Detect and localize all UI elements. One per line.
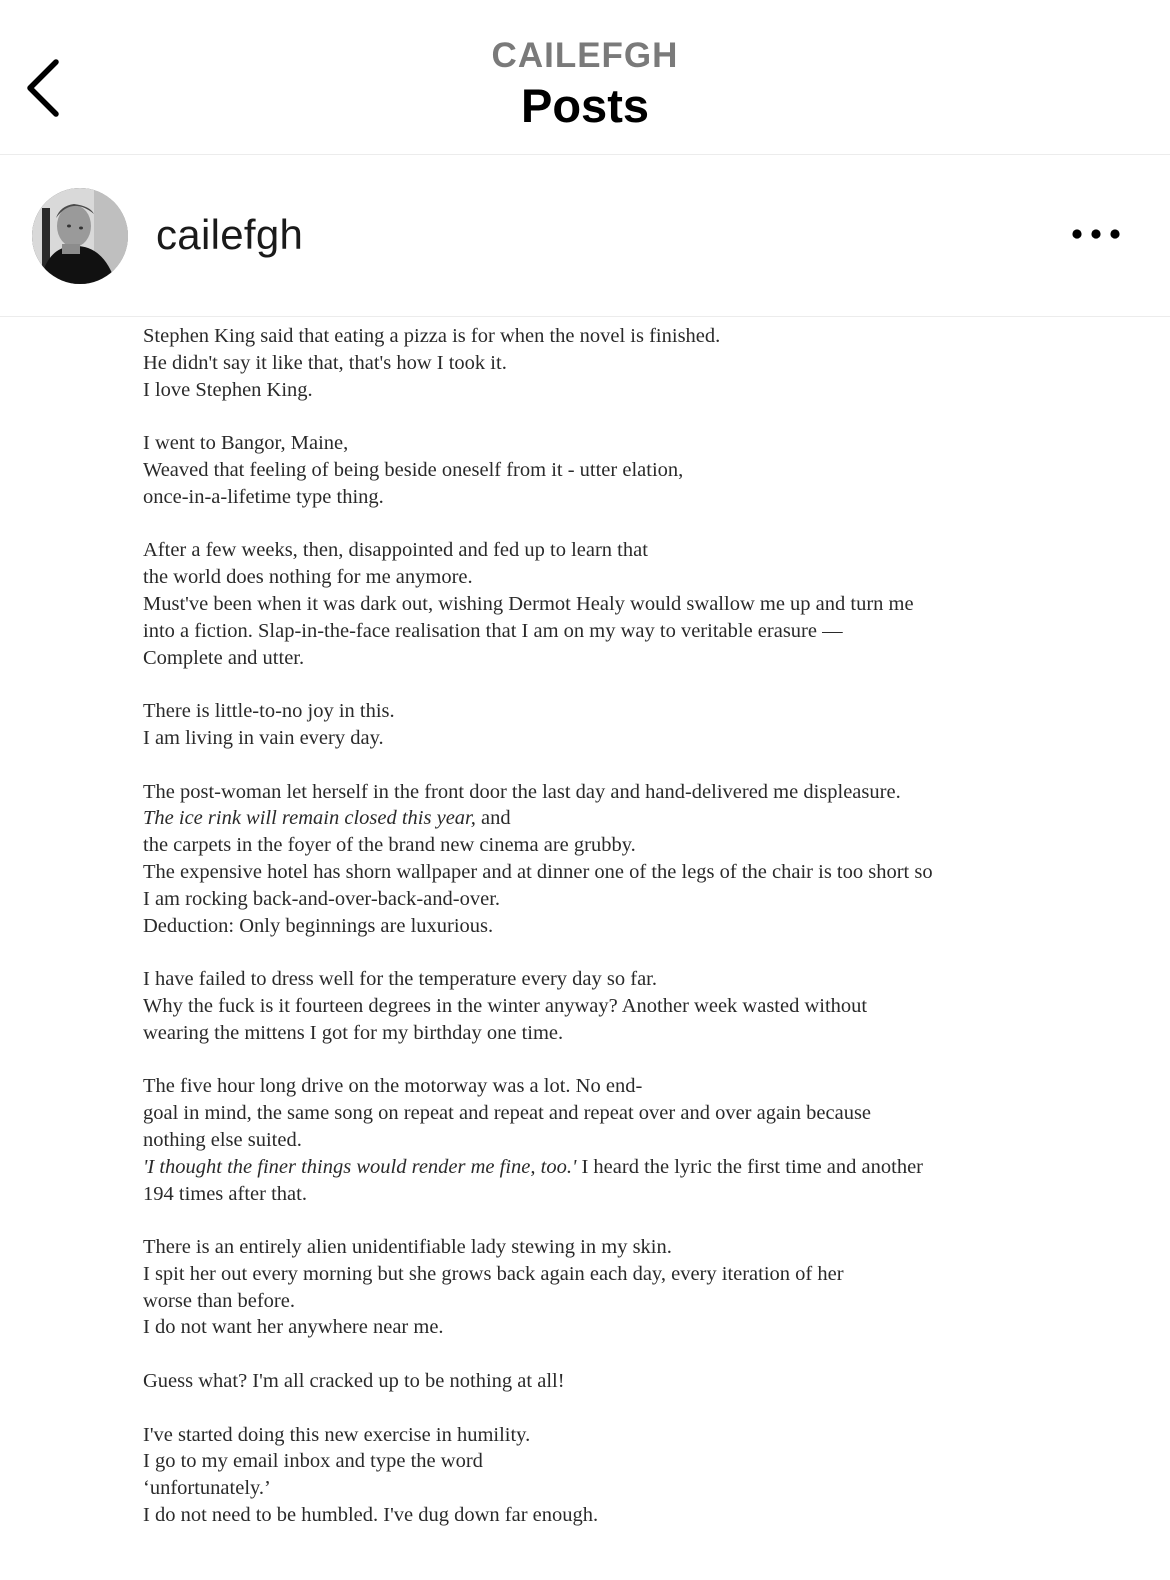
italic-phrase: 'I thought the finer things would render me fine, too.' <box>143 1155 577 1178</box>
poem-line: I am living in vain every day. <box>143 726 384 749</box>
poem-line: I go to my email inbox and type the word <box>143 1450 483 1473</box>
account-name: CAILEFGH <box>491 36 679 75</box>
poem-line: the carpets in the foyer of the brand new cinema are grubby. <box>143 834 636 857</box>
poem-line: Weaved that feeling of being beside oneself from it - utter elation, <box>143 458 684 481</box>
top-navigation-bar <box>0 0 1170 155</box>
poem-line: once-in-a-lifetime type thing. <box>143 485 384 508</box>
post-header <box>0 155 1170 317</box>
poem-line: goal in mind, the same song on repeat and repeat and repeat over and over again because <box>143 1102 872 1125</box>
profile-photo <box>32 188 128 284</box>
poem-line: The post-woman let herself in the front door the last day and hand-delivered me displeasure. <box>143 780 901 803</box>
avatar[interactable] <box>32 188 128 284</box>
poem-line: Must've been when it was dark out, wishing Dermot Healy would swallow me up and turn me <box>143 592 914 615</box>
post-username[interactable]: cailefgh <box>156 211 304 258</box>
poem-line: worse than before. <box>143 1289 295 1312</box>
poem-line-mixed <box>143 805 1043 832</box>
poem-line: After a few weeks, then, disappointed and fed up to learn that <box>143 539 648 562</box>
poem-line: wearing the mittens I got for my birthday one time. <box>143 1021 564 1044</box>
stanza <box>143 698 1043 752</box>
poem-line: I am rocking back-and-over-back-and-over. <box>143 887 501 910</box>
poem-line: I do not want her anywhere near me. <box>143 1316 444 1339</box>
poem-line: I do not need to be humbled. I've dug down far enough. <box>143 1504 599 1527</box>
italic-phrase: The ice rink will remain closed this year, <box>143 807 476 830</box>
poem-line: I spit her out every morning but she grows back again each day, every iteration of her <box>143 1262 844 1285</box>
stanza <box>143 430 1043 510</box>
stanza <box>143 1422 1043 1529</box>
poem-line: nothing else suited. <box>143 1128 302 1151</box>
poem-line: There is little-to-no joy in this. <box>143 700 395 723</box>
poem-line: 194 times after that. <box>143 1182 307 1205</box>
more-horizontal-icon <box>1068 219 1126 249</box>
line-remainder: I heard the lyric the first time and another <box>576 1155 924 1178</box>
line-remainder: and <box>475 807 511 830</box>
poem-line: He didn't say it like that, that's how I took it. <box>143 351 507 374</box>
poem-line: Guess what? I'm all cracked up to be nothing at all! <box>143 1370 565 1393</box>
poem-line: I have failed to dress well for the temperature every day so far. <box>143 968 657 991</box>
poem-line: The expensive hotel has shorn wallpaper and at dinner one of the legs of the chair is too short so <box>143 860 933 883</box>
title-block <box>0 34 1170 134</box>
poem-line: There is an entirely alien unidentifiable lady stewing in my skin. <box>143 1236 672 1259</box>
poem-line: The five hour long drive on the motorway was a lot. No end- <box>143 1075 643 1098</box>
poem-text <box>143 323 1043 1556</box>
poem-line: Why the fuck is it fourteen degrees in the winter anyway? Another week wasted without <box>143 994 868 1017</box>
stanza <box>143 966 1043 1046</box>
stanza <box>143 1234 1043 1341</box>
post-image[interactable] <box>0 318 1170 1580</box>
stanza <box>143 779 1043 940</box>
poem-line: I've started doing this new exercise in humility. <box>143 1423 531 1446</box>
stanza <box>143 1073 1043 1207</box>
poem-line: I love Stephen King. <box>143 378 313 401</box>
poem-line: the world does nothing for me anymore. <box>143 566 473 589</box>
poem-line: Stephen King said that eating a pizza is for when the novel is finished. <box>143 325 721 347</box>
poem-line: Complete and utter. <box>143 646 305 669</box>
poem-line: Deduction: Only beginnings are luxurious. <box>143 914 494 937</box>
page-title: Posts <box>521 79 649 132</box>
poem-line: into a fiction. Slap-in-the-face realisation that I am on my way to veritable erasure — <box>143 619 843 642</box>
more-options-button[interactable] <box>1068 219 1126 249</box>
stanza <box>143 1368 1043 1395</box>
poem-line: I went to Bangor, Maine, <box>143 432 349 455</box>
stanza <box>143 537 1043 671</box>
poem-line: ‘unfortunately.’ <box>143 1477 271 1500</box>
stanza <box>143 323 1043 403</box>
poem-line-mixed <box>143 1154 1043 1181</box>
